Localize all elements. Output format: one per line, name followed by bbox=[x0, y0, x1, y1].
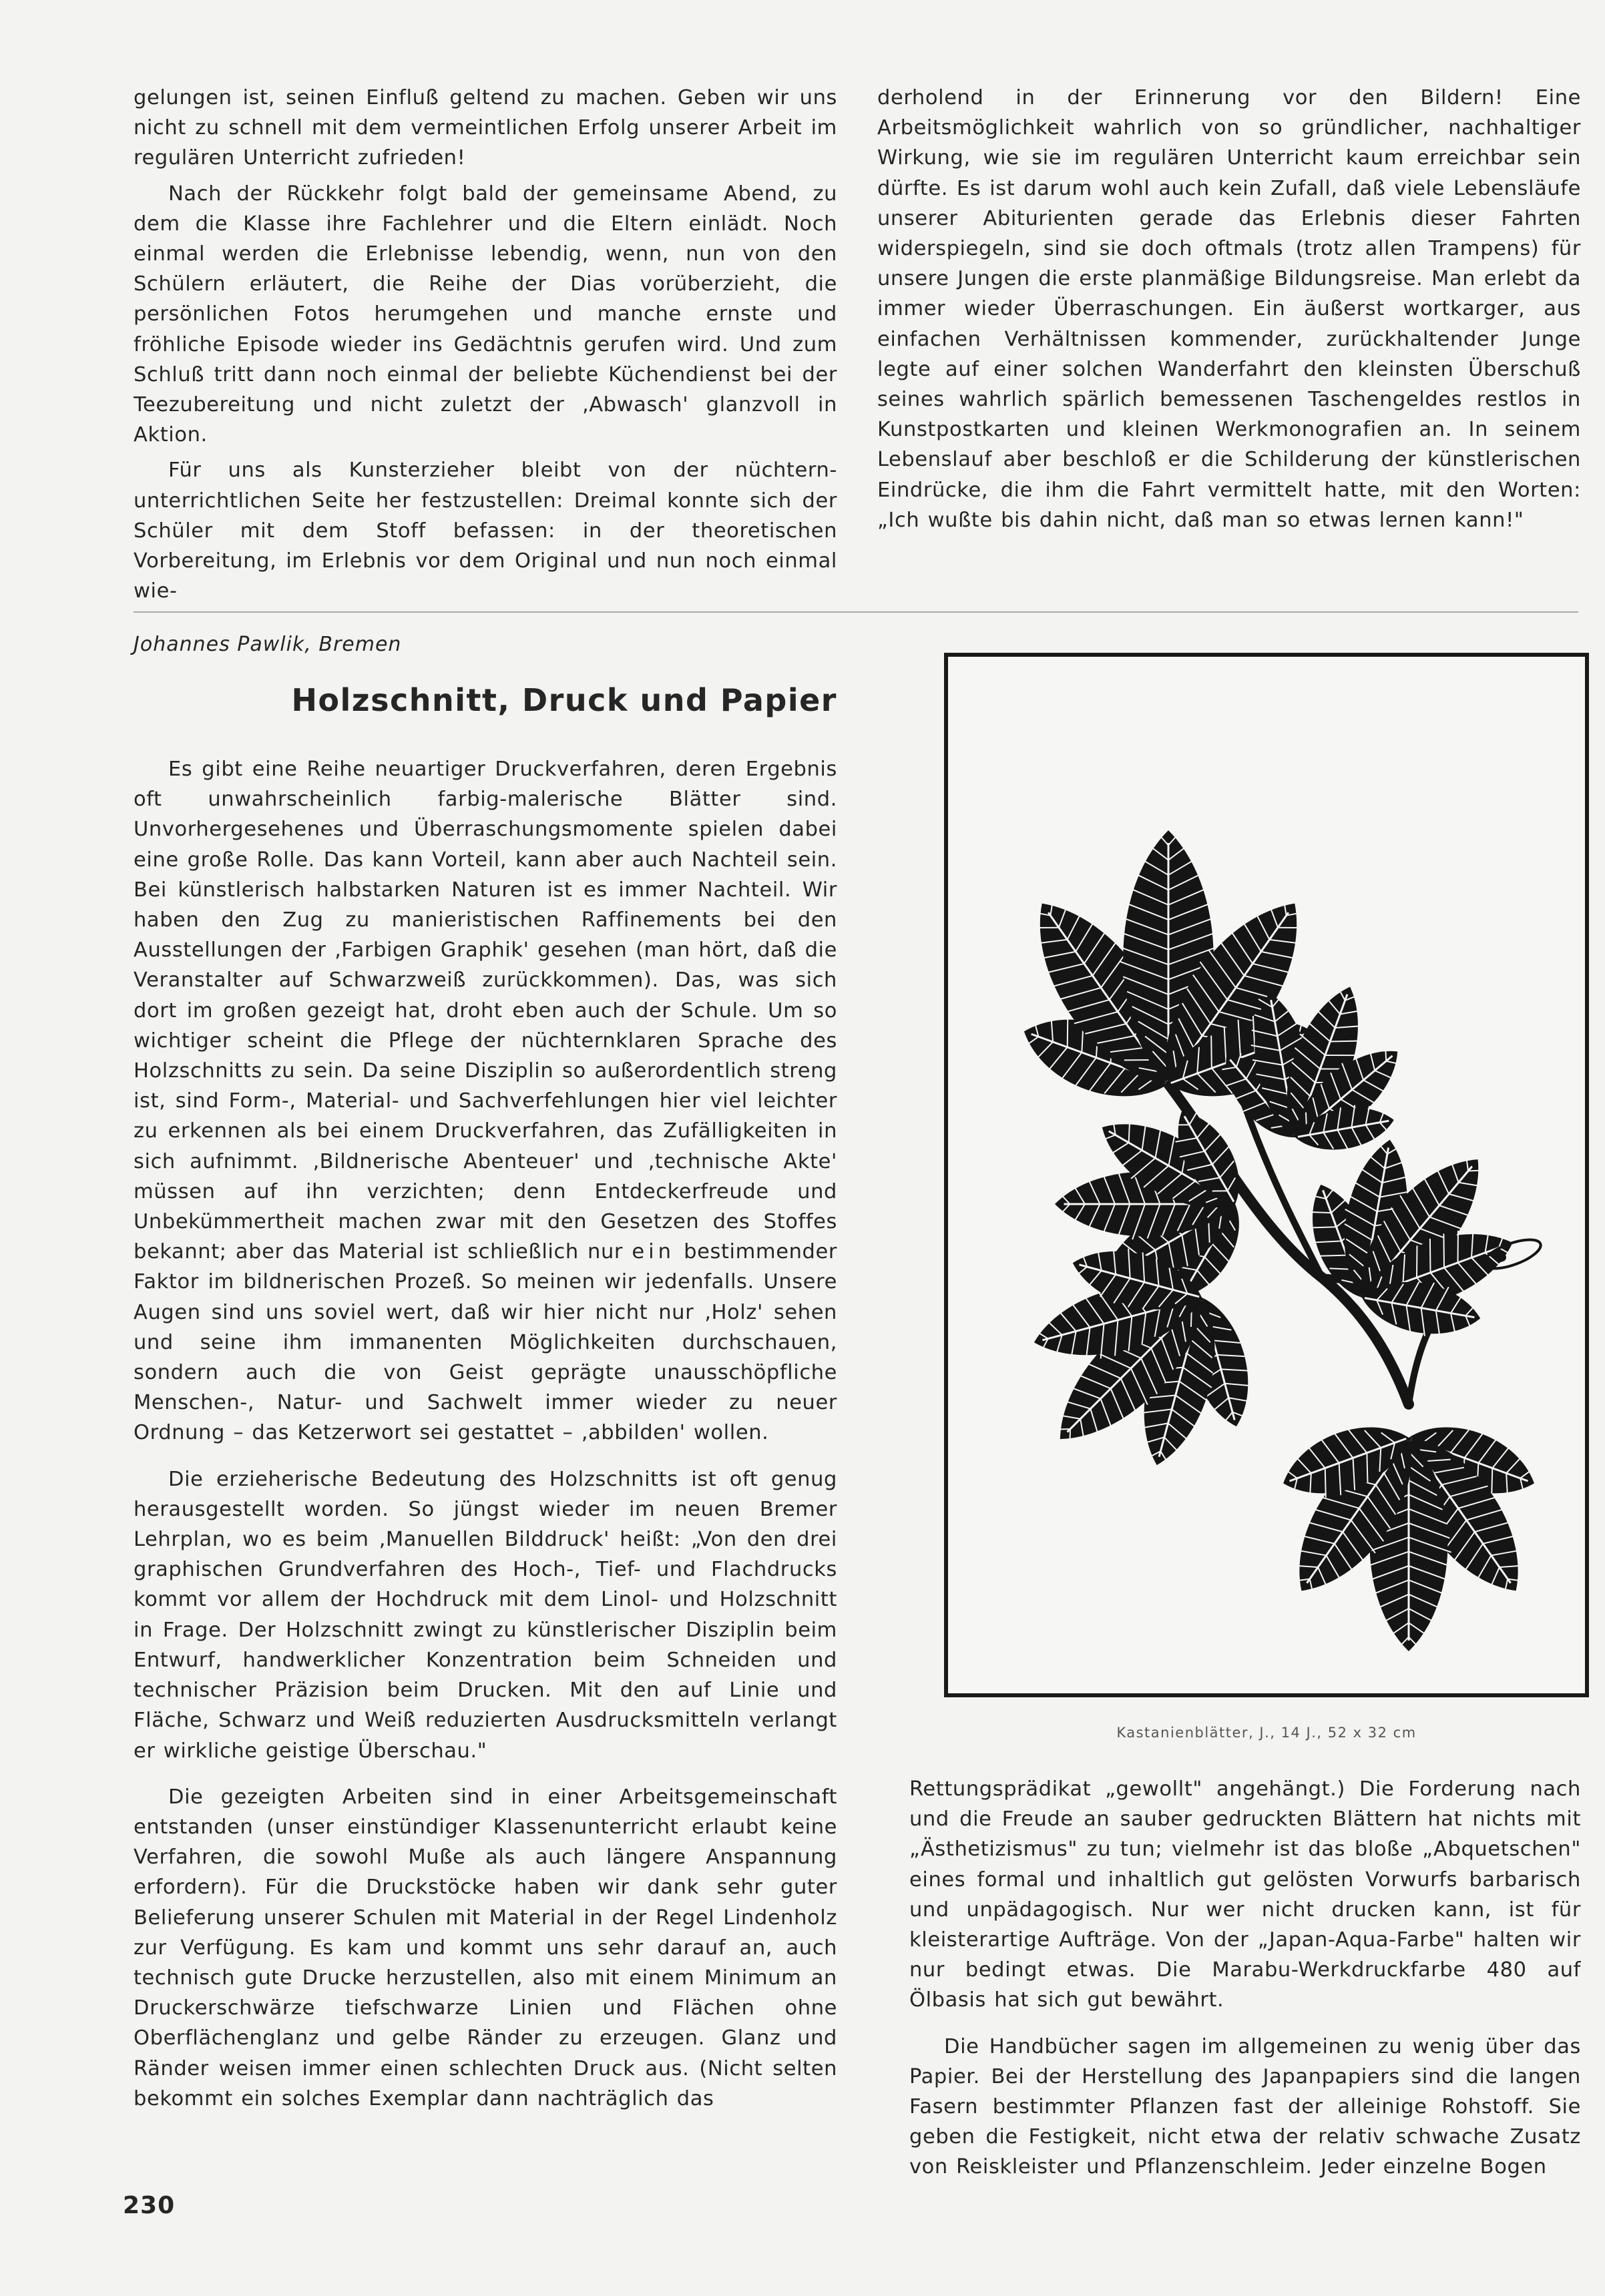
top-left-column bbox=[134, 83, 837, 606]
paragraph: Die gezeigten Arbeiten sind in einer Arbeitsgemeinschaft entstanden (unser einstündiger Klassenunterricht erlaubt keine Verfahren, die sowohl Muße als auch längere Anspannung erfordern). Für die Druckstöcke haben wir dank sehr guter Belieferung unserer Schulen mit Material in der Regel Lindenholz zur Verfügung. Es kam und kommt uns sehr darauf an, auch technisch gute Drucke herzustellen, also mit einem Minimum an Druckerschwärze tiefschwarze Linien und Flächen ohne Oberflächenglanz und gelbe Ränder zu erzeugen. Glanz und Ränder weisen immer einen schlechten Druck aus. (Nicht selten bekommt ein solches Exemplar dann nachträglich das bbox=[134, 1785, 837, 2110]
paragraph-text: Es gibt eine Reihe neuartiger Druckverfahren, deren Ergebnis oft unwahrscheinlich farbig-malerische Blätter sind. Unvorhergesehenes und Überraschungsmomente spielen dabei eine große Rolle. Das kann Vorteil, kann aber auch Nachteil sein. Bei künstlerisch halbstarken Naturen ist es immer Nachteil. Wir haben den Zug zu manieristischen Raffinements bei den Ausstellungen der ‚Farbigen Graphik' gesehen (man hört, daß die Veranstalter auf Schwarzweiß zurückkommen). Das, was sich dort im großen gezeigt hat, droht eben auch der Schule. Um so wichtiger scheint die Pflege der nüchternklaren Sprache des Holzschnitts zu sein. Da seine Disziplin so außerordentlich streng ist, sind Form-, Material- und Sachverfehlungen hier viel leichter zu erkennen als bei einem Druckverfahren, das Zufälligkeiten in sich aufnimmt. ‚Bildnerische Abenteuer' und ‚technische Akte' müssen auf ihn verzichten; denn Entdeckerfreude und Unbekümmertheit machen zwar mit den Gesetzen des Stoffes bekannt; aber das Material ist schließlich nur bbox=[134, 758, 837, 1264]
emphasized-word: ein bbox=[632, 1240, 675, 1264]
paragraph-text: bestimmender Faktor im bildnerischen Prozeß. So meinen wir jedenfalls. Unsere Augen sind uns soviel wert, daß wir hier nicht nur ‚Holz' sehen und seine ihm immanenten Möglichkeiten durchschauen, sondern auch die von Geist geprägte unausschöpfliche Menschen-, Natur- und Sachwelt immer wieder zu neuer Ordnung – das Ketzerwort sei gestattet – ‚abbilden' wollen. bbox=[134, 1240, 838, 1445]
paragraph: Die Handbücher sagen im allgemeinen zu wenig über das Papier. Bei der Herstellung des Japanpapiers sind die langen Fasern bestimmter Pflanzen fast der alleinige Rohstoff. Sie geben die Festigkeit, nicht etwa der relativ schwache Zusatz von Reiskleister und Pflanzenschleim. Jeder einzelne Bogen bbox=[909, 2034, 1581, 2179]
paragraph: Nach der Rückkehr folgt bald der gemeinsame Abend, zu dem die Klasse ihre Fachlehrer und die Eltern einlädt. Noch einmal werden die Erlebnisse lebendig, wenn, nun von den Schülern erläutert, die Reihe der Dias vorüberzieht, die persönlichen Fotos herumgehen und manche ernste und fröhliche Episode wieder ins Gedächtnis gerufen wird. Und zum Schluß tritt dann noch einmal der beliebte Küchendienst bei der Teezubereitung und nicht zuletzt der ‚Abwasch' glanzvoll in Aktion. bbox=[134, 182, 837, 447]
section-divider bbox=[134, 611, 1578, 613]
paragraph: gelungen ist, seinen Einfluß geltend zu machen. Geben wir uns nicht zu schnell mit dem vermeintlichen Erfolg unserer Arbeit im regulären Unterricht zufrieden! bbox=[134, 86, 837, 170]
paragraph: Für uns als Kunsterzieher bleibt von der nüchtern-unterrichtlichen Seite her festzustellen: Dreimal konnte sich der Schüler mit dem Stoff befassen: in der theoretischen Vorbereitung, im Erlebnis vor dem Original und nun noch einmal wie- bbox=[134, 459, 837, 603]
page-number: 230 bbox=[123, 2192, 176, 2219]
woodcut-figure bbox=[944, 653, 1589, 1697]
article-author: Johannes Pawlik, Bremen bbox=[134, 633, 402, 656]
chestnut-leaves-woodcut-icon bbox=[948, 657, 1585, 1693]
article-left-column bbox=[134, 754, 837, 2114]
article-right-column bbox=[909, 1774, 1581, 2183]
paragraph: Rettungsprädikat „gewollt" angehängt.) Die Forderung nach und die Freude an sauber gedruckten Blättern hat nichts mit „Ästhetizismus" zu tun; vielmehr ist das bloße „Abquetschen" eines formal und inhaltlich gut gelösten Vorwurfs barbarisch und unpädagogisch. Nur wer nicht drucken kann, ist für kleisterartige Aufträge. Von der „Japan-Aqua-Farbe" halten wir nur bedingt etwas. Die Marabu-Werkdruckfarbe 480 auf Ölbasis hat sich gut bewährt. bbox=[909, 1777, 1581, 2012]
top-right-column bbox=[877, 83, 1581, 535]
article-title: Holzschnitt, Druck und Papier bbox=[291, 682, 837, 718]
paragraph: Die erzieherische Bedeutung des Holzschnitts ist oft genug herausgestellt worden. So jüngst wieder im neuen Bremer Lehrplan, wo es beim ‚Manuellen Bilddruck' heißt: „Von den drei graphischen Grundverfahren des Hoch-, Tief- und Flachdrucks kommt vor allem der Hochdruck mit dem Linol- und Holzschnitt in Frage. Der Holzschnitt zwingt zu künstlerischer Disziplin beim Entwurf, handwerklicher Konzentration beim Schneiden und technischer Präzision beim Drucken. Mit den auf Linie und Fläche, Schwarz und Weiß reduzierten Ausdrucksmitteln verlangt er wirkliche geistige Überschau." bbox=[134, 1467, 837, 1763]
paragraph bbox=[134, 754, 837, 1448]
figure-caption: Kastanienblätter, J., 14 J., 52 x 32 cm bbox=[1116, 1725, 1417, 1741]
paragraph: derholend in der Erinnerung vor den Bildern! Eine Arbeitsmöglichkeit wahrlich von so gründlicher, nachhaltiger Wirkung, wie sie im regulären Unterricht kaum erreichbar sein dürfte. Es ist darum wohl auch kein Zufall, daß viele Lebensläufe unserer Abiturienten gerade das Erlebnis dieser Fahrten widerspiegeln, sind sie doch oftmals (trotz allen Trampens) für unsere Jungen die erste planmäßige Bildungsreise. Man erlebt da immer wieder Überraschungen. Ein äußerst wortkarger, aus einfachen Verhältnissen kommender, zurückhaltender Junge legte auf einer solchen Wanderfahrt den kleinsten Überschuß seines wahrlich spärlich bemessenen Taschengeldes restlos in Kunstpostkarten und kleinen Werkmonografien an. In seinem Lebenslauf aber beschloß er die Schilderung der künstlerischen Eindrücke, die ihm die Fahrt vermittelt hatte, mit den Worten: „Ich wußte bis dahin nicht, daß man so etwas lernen kann!" bbox=[877, 86, 1581, 532]
